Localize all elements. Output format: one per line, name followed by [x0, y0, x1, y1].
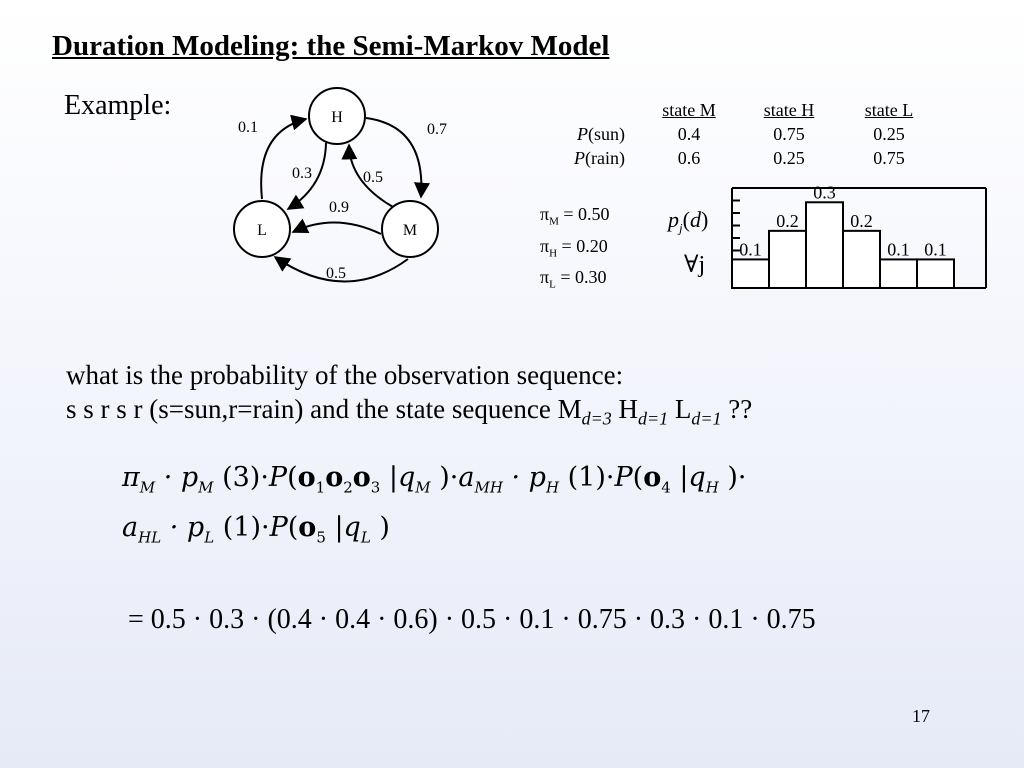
state-label-h: H — [331, 109, 343, 126]
chart-value-label-2: 0.2 — [776, 210, 799, 231]
duration-chart — [726, 180, 990, 296]
edge-label-h-to-m: 0.7 — [427, 121, 447, 138]
chart-bar-1 — [732, 259, 769, 288]
state-label-m: M — [402, 222, 418, 239]
edge-label-l-to-h: 0.1 — [238, 119, 258, 136]
edge-l-to-h — [261, 119, 306, 199]
cell-rain-h: 0.25 — [773, 148, 805, 168]
formula-line-2: $a_{HL} \cdot p_L$ $(1)\cdot P(o_5$ $|q_L$ ) — [122, 512, 390, 547]
chart-bar-6 — [917, 259, 954, 288]
question-line-2: s s r s r (s=sun,r=rain) and the state sequence $M_{d=3}$ $H_{d=1}$ $L_{d=1}$ ?? — [66, 394, 753, 429]
chart-value-label-4: 0.2 — [850, 210, 873, 231]
duration-label: $p_j(d)$ — [668, 207, 709, 236]
formula-result: = 0.5 · 0.3 · (0.4 · 0.4 · 0.6) · 0.5 · 0.1 · 0.75 · 0.3 · 0.1 · 0.75 — [128, 604, 816, 635]
initial-probabilities — [540, 202, 610, 297]
question-line-1: what is the probability of the observation sequence: — [66, 360, 624, 390]
page-number: 17 — [912, 706, 930, 726]
cell-sun-m: 0.4 — [677, 124, 701, 144]
edge-label-m-to-h: 0.5 — [363, 169, 383, 186]
chart-bar-2 — [769, 231, 806, 288]
chart-bar-3 — [806, 202, 843, 288]
emission-row-rain — [570, 146, 939, 170]
cell-sun-h: 0.75 — [773, 124, 805, 144]
pi-h: $\pi_H = 0.20$ — [540, 235, 608, 260]
formula-line-1: $\pi_M \cdot p_M$ $(3)\cdot P(o_1o_2o_3$ $|q_M$ )$\cdot a_{MH} \cdot p_H$ $(1)\cdot P(o_4$ $|q_H$ )· — [122, 462, 747, 497]
row-label-rain: P(rain) — [574, 148, 625, 168]
chart-value-label-6: 0.1 — [924, 239, 947, 260]
edge-label-m-to-l: 0.9 — [329, 199, 349, 216]
cell-sun-l: 0.25 — [873, 124, 905, 144]
question-text — [66, 358, 752, 435]
slide-title: Duration Modeling: the Semi-Markov Model — [52, 30, 610, 62]
chart-value-label-3: 0.3 — [813, 182, 836, 203]
header-state-h: state H — [763, 100, 815, 120]
chart-bar-5 — [880, 259, 917, 288]
pi-m: $\pi_M = 0.50$ — [540, 204, 610, 228]
edge-label-h-to-l: 0.3 — [292, 165, 312, 182]
cell-rain-m: 0.6 — [677, 148, 701, 168]
pi-l: $\pi_L = 0.30$ — [540, 267, 607, 291]
edge-label-l-to-m: 0.5 — [326, 265, 346, 282]
header-state-l: state L — [864, 100, 914, 120]
emission-table — [570, 98, 939, 170]
cell-rain-l: 0.75 — [873, 148, 905, 168]
chart-bar-4 — [843, 231, 880, 288]
chart-value-label-5: 0.1 — [887, 239, 910, 260]
chart-value-label-1: 0.1 — [739, 239, 762, 260]
header-state-m: state M — [662, 100, 716, 120]
emission-row-sun — [570, 122, 939, 146]
emission-header-row — [570, 98, 939, 122]
state-label-l: L — [257, 222, 267, 239]
row-label-sun: P(sun) — [576, 124, 625, 144]
example-label: Example: — [64, 90, 172, 121]
edge-m-to-l — [293, 222, 381, 234]
forall-j-label: ∀j — [684, 252, 706, 278]
state-diagram — [220, 80, 470, 300]
